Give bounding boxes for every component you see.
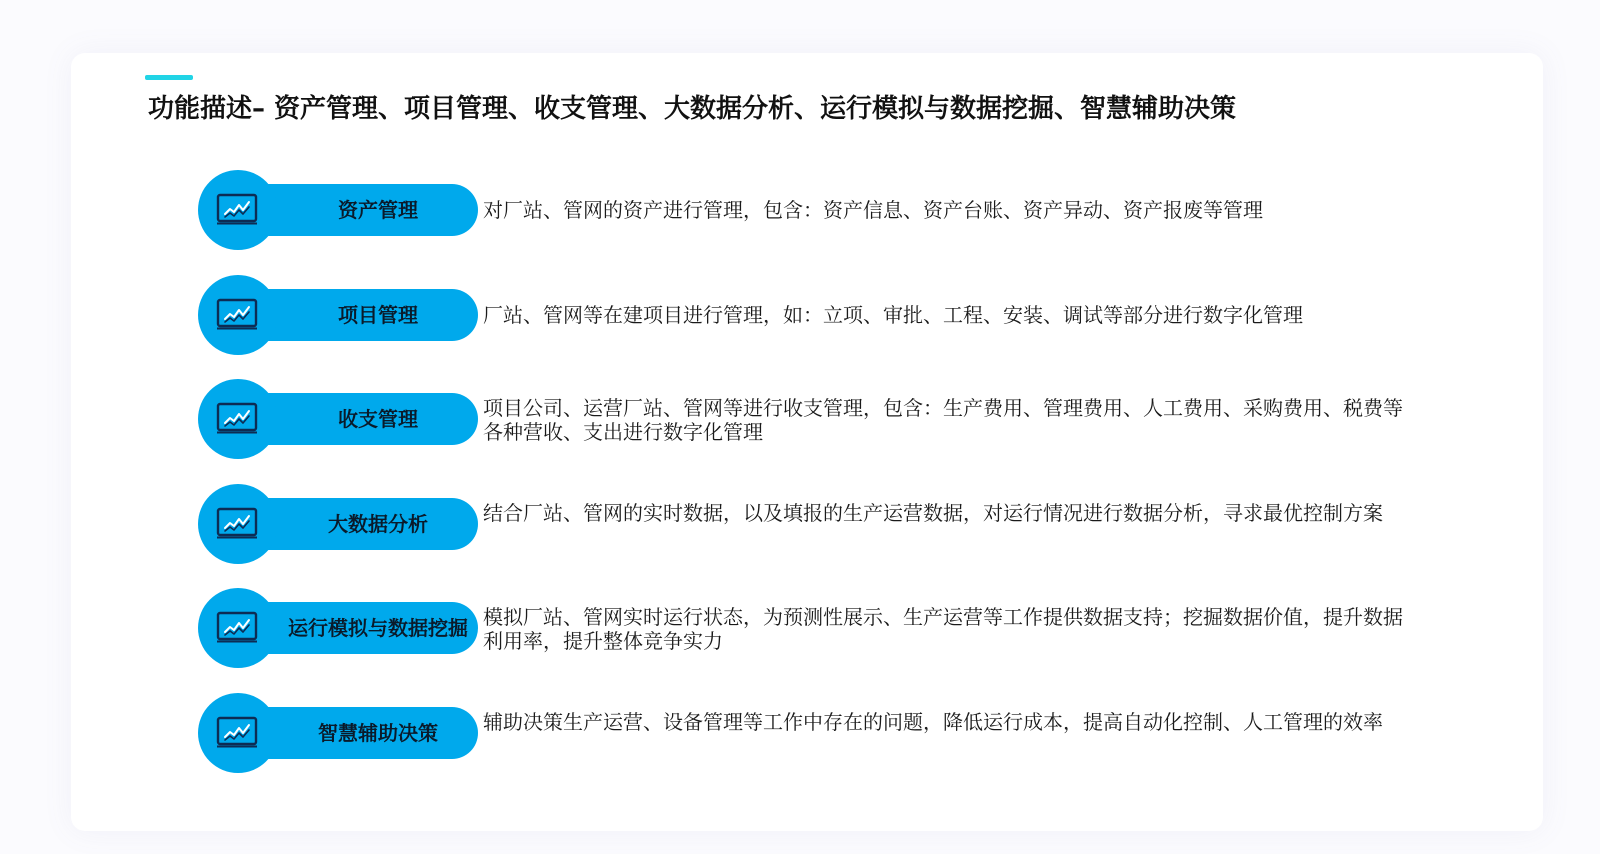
feature-label: 大数据分析 [328,512,428,536]
feature-description: 结合厂站、管网的实时数据，以及填报的生产运营数据，对运行情况进行数据分析，寻求最优控制方案 [483,501,1383,525]
feature-item-simulation-data-mining [198,588,1418,668]
feature-badge [198,275,278,355]
feature-badge [198,588,278,668]
chart-monitor-icon [216,298,258,330]
feature-item-project-management [198,275,1418,355]
feature-label: 收支管理 [338,407,418,431]
chart-monitor-icon [216,507,258,539]
chart-monitor-icon [216,611,258,643]
feature-description: 模拟厂站、管网实时运行状态，为预测性展示、生产运营等工作提供数据支持；挖掘数据价值，提升数据利用率，提升整体竞争实力 [483,605,1403,653]
chart-monitor-icon [216,716,258,748]
feature-item-revenue-expense-management [198,379,1418,459]
feature-label: 项目管理 [338,303,418,327]
feature-badge [198,170,278,250]
chart-monitor-icon [216,402,258,434]
feature-label: 资产管理 [338,198,418,222]
feature-description: 对厂站、管网的资产进行管理，包含：资产信息、资产台账、资产异动、资产报废等管理 [483,198,1263,222]
feature-label: 智慧辅助决策 [318,721,438,745]
page-title: 功能描述– 资产管理、项目管理、收支管理、大数据分析、运行模拟与数据挖掘、智慧辅助决策 [148,94,1237,124]
feature-description: 厂站、管网等在建项目进行管理，如：立项、审批、工程、安装、调试等部分进行数字化管理 [483,303,1303,327]
feature-badge [198,693,278,773]
feature-label: 运行模拟与数据挖掘 [288,616,468,640]
feature-item-big-data-analysis [198,484,1418,564]
feature-description: 辅助决策生产运营、设备管理等工作中存在的问题，降低运行成本，提高自动化控制、人工管理的效率 [483,710,1383,734]
feature-description: 项目公司、运营厂站、管网等进行收支管理，包含：生产费用、管理费用、人工费用、采购费用、税费等各种营收、支出进行数字化管理 [483,396,1403,444]
chart-monitor-icon [216,193,258,225]
feature-badge [198,484,278,564]
feature-item-smart-decision-support [198,693,1418,773]
feature-badge [198,379,278,459]
feature-item-asset-management [198,170,1418,250]
